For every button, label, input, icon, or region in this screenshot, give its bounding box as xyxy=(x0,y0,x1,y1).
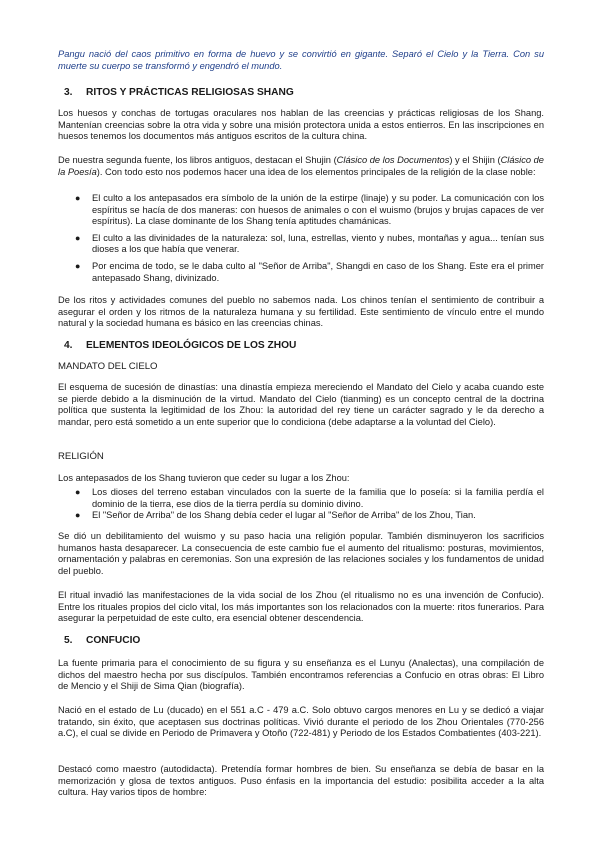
section-3-paragraph-3: De los ritos y actividades comunes del pueblo no sabemos nada. Los chinos tenían el sentimiento de contribuir a asegurar el orden y los ritmos de la naturaleza humana y su fertilidad. Este sentimiento de vínculo entre el mundo natural y la sociedad humana es básico en las creencias chinas. xyxy=(58,295,544,329)
section-3-bullet-list xyxy=(58,193,544,284)
section-number: 5. xyxy=(64,635,73,646)
section-4-paragraph-3: Se dió un debilitamiento del wuismo y su paso hacia una religión popular. También disminuyeron los sacrificios humanos hasta desaparecer. La consecuencia de este cambio fue el aumento del ritualismo: posturas, movimientos, ornamentación y palabras en ceremonias. Son una expresión de las relaciones sociales y los fundamentos de unidad del pueblo. xyxy=(58,531,544,576)
list-item-text: El culto a las divinidades de la naturaleza: sol, luna, estrellas, viento y nubes, montañas y agua... tenían sus dioses a los que había que venerar. xyxy=(92,232,544,255)
section-title: RITOS Y PRÁCTICAS RELIGIOSAS SHANG xyxy=(86,87,294,98)
subheading-religion: RELIGIÓN xyxy=(58,451,104,462)
bullet-icon: ● xyxy=(75,232,81,243)
section-title: CONFUCIO xyxy=(86,635,141,646)
italic-title: Clásico de la Poesía xyxy=(58,155,544,177)
section-5-heading xyxy=(58,634,544,647)
bullet-icon: ● xyxy=(75,260,81,271)
section-4-paragraph-1: El esquema de sucesión de dinastías: una dinastía empieza mereciendo el Mandato del Cielo y acaba cuando este se pierde debido a la disminución de la virtud. Mandato del Cielo (tianming) es un concepto central de la doctrina política que sustenta la legitimidad de los Zhou: la autoridad del rey tiene un carácter sagrado y le da derecho a mandar, pero está sometido a un ente superior que lo condiciona (debe adaptarse a la voluntad del Cielo). xyxy=(58,382,544,427)
section-5-paragraph-1: La fuente primaria para el conocimiento de su figura y su enseñanza es el Lunyu (Analectas), una compilación de dichos del maestro hecha por sus discípulos. También encontramos referencias a Confucio en otras obras: El Libro de Mencio y el Shiji de Sima Qian (biografía). xyxy=(58,658,544,692)
bullet-icon: ● xyxy=(75,487,81,497)
section-5-paragraph-3: Destacó como maestro (autodidacta). Pretendía formar hombres de bien. Su enseñanza se debía de basar en la memorización y glosa de textos antiguos. Puso énfasis en la importancia del estudio: posibilita acceder a la alta cultura. Hay varios tipos de hombre: xyxy=(58,764,544,798)
subheading-mandato: MANDATO DEL CIELO xyxy=(58,361,158,372)
bullet-icon: ● xyxy=(75,510,81,521)
text-run: De nuestra segunda fuente, los libros antiguos, destacan el Shujin ( xyxy=(58,155,337,165)
list-item-text: Por encima de todo, se le daba culto al "Señor de Arriba", Shangdi en caso de los Shang. Este era el primer antepasado Shang, divinizado. xyxy=(92,260,544,283)
section-4-bullet-list xyxy=(58,487,544,522)
list-item xyxy=(58,233,544,256)
list-item-text: El culto a los antepasados era símbolo de la unión de la estirpe (linaje) y su poder. La comunicación con los espíritus se hacía de dos maneras: con huesos de animales o con el wuismo (brujos y brujas capaces de ver espíritus). La clase dominante de los Shang tenía aptitudes chamánicas. xyxy=(92,193,544,227)
section-4-paragraph-2: Los antepasados de los Shang tuvieron que ceder su lugar a los Zhou: xyxy=(58,473,350,483)
italic-title: Clásico de los Documentos xyxy=(336,155,450,165)
list-item xyxy=(58,510,544,522)
text-run: ). Con todo esto nos podemos hacer una idea de los elementos principales de la religión de la clase noble: xyxy=(96,166,536,177)
section-3-paragraph-2 xyxy=(58,155,544,178)
list-item xyxy=(58,487,544,510)
list-item-text: El "Señor de Arriba" de los Shang debía ceder el lugar al "Señor de Arriba" de los Zhou, Tian. xyxy=(92,510,476,521)
list-item xyxy=(58,261,544,284)
text-run: ) y el Shijin ( xyxy=(449,155,501,165)
list-item xyxy=(58,193,544,228)
section-3-heading xyxy=(58,86,544,99)
section-number: 3. xyxy=(64,87,73,98)
section-4-heading xyxy=(58,339,544,352)
section-4-paragraph-4: El ritual invadió las manifestaciones de la vida social de los Zhou (el ritualismo no es una invención de Confucio). Entre los rituales propios del ciclo vital, los más importantes son los relacionados con la muerte: ritos funerarios. Para asegurar la perpetuidad de este culto, era esencial obtener descendencia. xyxy=(58,590,544,624)
bullet-icon: ● xyxy=(75,193,81,203)
intro-italic-paragraph: Pangu nació del caos primitivo en forma de huevo y se convirtió en gigante. Separó el Cielo y la Tierra. Con su muerte su cuerpo se transformó y engendró el mundo. xyxy=(58,49,544,71)
section-number: 4. xyxy=(64,340,73,351)
section-5-paragraph-2: Nació en el estado de Lu (ducado) en el 551 a.C - 479 a.C. Solo obtuvo cargos menores en Lu y se dedicó a viajar tratando, sin éxito, que aceptasen sus doctrinas políticas. Vivió durante el periodo de los Zhou Orientales (770-256 a.C), el cual se divide en Periodo de Primavera y Otoño (722-481) y Periodo de los Estados Combatientes (403-221). xyxy=(58,705,544,739)
section-3-paragraph-1: Los huesos y conchas de tortugas oraculares nos hablan de las creencias y prácticas religiosas de los Shang. Mantenían creencias sobre la otra vida y sobre una misión protectora unida a estos entierros. En las inscripciones en huesos tenemos los documentos más antiguos escritos de la cultura china. xyxy=(58,108,544,142)
list-item-text: Los dioses del terreno estaban vinculados con la suerte de la familia que lo poseía: si la familia perdía el dominio de la tierra, ese dios de la tierra perdía su dominio divino. xyxy=(92,487,544,509)
section-title: ELEMENTOS IDEOLÓGICOS DE LOS ZHOU xyxy=(86,340,297,351)
